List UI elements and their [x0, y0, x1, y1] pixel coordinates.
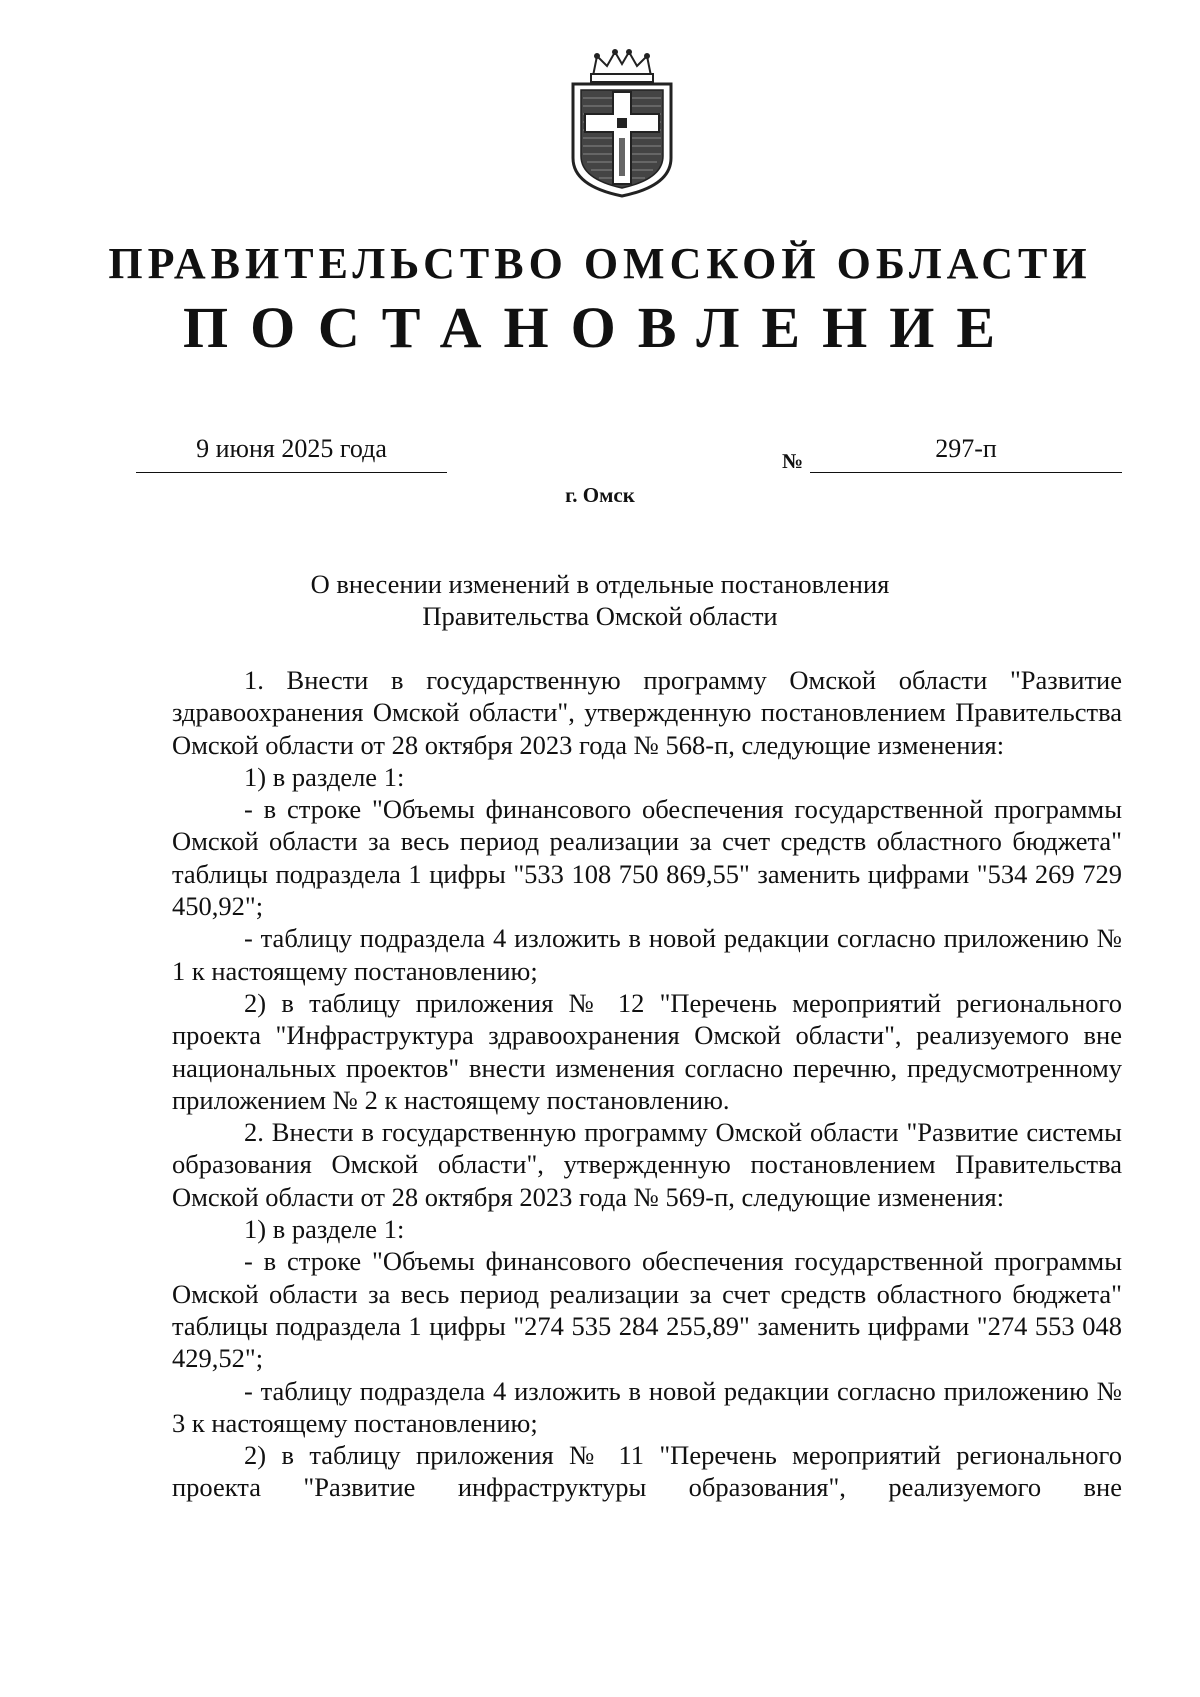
- title-line-1: О внесении изменений в отдельные постановления: [310, 569, 890, 599]
- paragraph: 1. Внести в государственную программу Омской области "Развитие здравоохранения Омской области", утвержденную постановлением Правительства Омской области от 28 октября 2023 года № 568-п, следующие изменения:: [172, 665, 1122, 760]
- paragraph: - в строке "Объемы финансового обеспечения государственной программы Омской области за весь период реализации за счет средств областного бюджета" таблицы подраздела 1 цифры "533 108 750 869,55" заменить цифрами "534 269 729 450,92";: [172, 794, 1122, 922]
- paragraph: 2) в таблицу приложения № 12 "Перечень мероприятий регионального проекта "Инфраструктура здравоохранения Омской области", реализуемого вне национальных проектов" внести изменения согласно перечню, предусмотренному приложением № 2 к настоящему постановлению.: [172, 987, 1122, 1115]
- paragraph: - в строке "Объемы финансового обеспечения государственной программы Омской области за весь период реализации за счет средств областного бюджета" таблицы подраздела 1 цифры "274 535 284 255,89" заменить цифрами "274 553 048 429,52";: [172, 1246, 1122, 1374]
- organization-name: ПРАВИТЕЛЬСТВО ОМСКОЙ ОБЛАСТИ: [108, 239, 1092, 288]
- document-date: 9 июня 2025 года: [196, 434, 387, 463]
- document-type: ПОСТАНОВЛЕНИЕ: [182, 295, 1018, 360]
- paragraph: - таблицу подраздела 4 изложить в новой редакции согласно приложению № 1 к настоящему постановлению;: [172, 923, 1122, 986]
- paragraph: 2. Внести в государственную программу Омской области "Развитие системы образования Омской области", утвержденную постановлением Правительства Омской области от 28 октября 2023 года № 569-п, следующие изменения:: [172, 1117, 1122, 1212]
- paragraph: - таблицу подраздела 4 изложить в новой редакции согласно приложению № 3 к настоящему постановлению;: [172, 1375, 1122, 1438]
- date-underline: [136, 472, 447, 473]
- city-label: г. Омск: [565, 483, 635, 507]
- paragraph: 2) в таблицу приложения № 11 "Перечень мероприятий регионального проекта "Развитие инфраструктуры образования", реализуемого вне: [172, 1440, 1122, 1503]
- coat-of-arms-icon: [563, 48, 681, 198]
- number-sign: №: [782, 449, 804, 473]
- document-body: [172, 664, 1122, 1504]
- paragraph: 1) в разделе 1:: [244, 761, 405, 792]
- title-line-2: Правительства Омской области: [422, 601, 778, 631]
- document-number: 297-п: [935, 434, 997, 463]
- document-title: [0, 568, 1200, 632]
- paragraph: 1) в разделе 1:: [244, 1214, 405, 1245]
- number-underline: [810, 472, 1122, 473]
